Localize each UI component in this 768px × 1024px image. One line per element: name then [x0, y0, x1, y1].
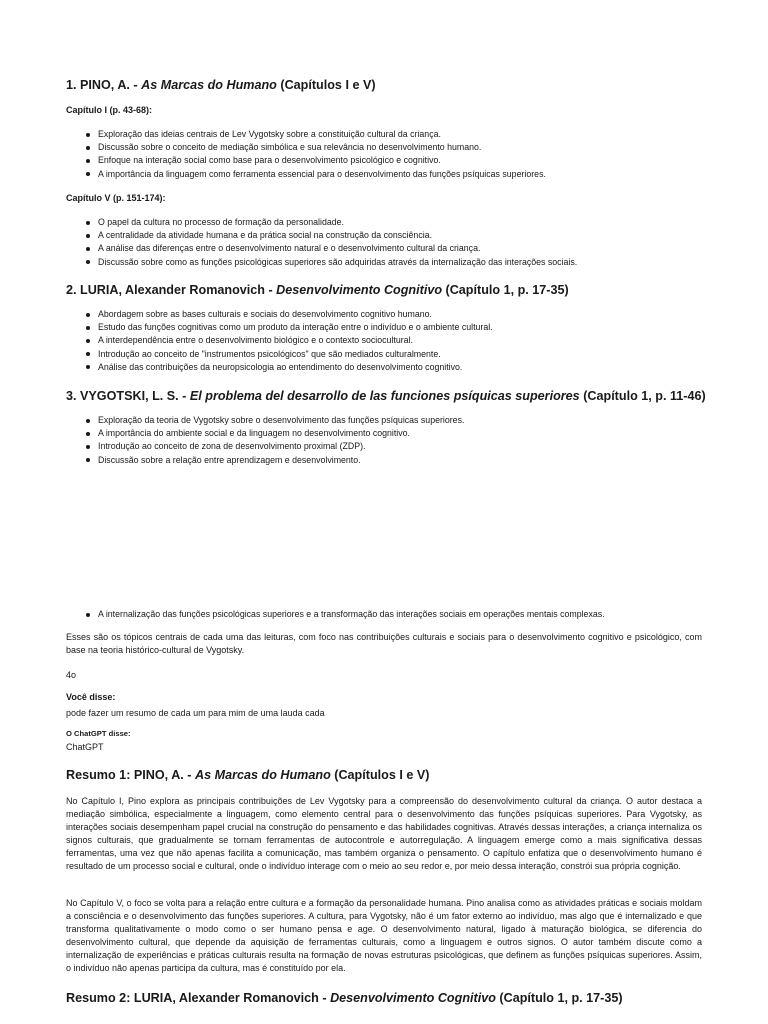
list-item: A importância do ambiente social e da linguagem no desenvolvimento cognitivo.: [86, 427, 464, 440]
section-3-continued-list: [86, 608, 605, 621]
resumo-1-paragraph-1: No Capítulo I, Pino explora as principais contribuições de Lev Vygotsky para a compreensão do desenvolvimento cultural da criança. O autor destaca a mediação simbólica, especialmente a linguagem, como elemento central para o desenvolvimento das funções psíquicas superiores. Para Vygotsky, as interações sociais desempenham papel crucial na construção do pensamento e das habilidades cognitivas. Através dessas interações, a criança internaliza os signos culturais, que gradualmente se tornam ferramentas de autocontrole e autorregulação. A linguagem emerge como a mais significativa dessas ferramentas, uma vez que não apenas facilita a comunicação, mas também organiza o pensamento. O capítulo enfatiza que o desenvolvimento humano é resultado de um processo social e cultural, onde o indivíduo interage com o meio ao seu redor e, por meio dessa interação, constrói sua própria cognição.: [66, 796, 702, 871]
heading-book-title: Desenvolvimento Cognitivo: [330, 991, 496, 1005]
list-item: Enfoque na interação social como base para o desenvolvimento psicológico e cognitivo.: [86, 154, 546, 167]
resumo-1-heading: [66, 768, 429, 782]
list-item: Introdução ao conceito de zona de desenvolvimento proximal (ZDP).: [86, 440, 464, 453]
heading-author: 1. PINO, A. -: [66, 78, 142, 92]
list-item: Discussão sobre o conceito de mediação simbólica e sua relevância no desenvolvimento humano.: [86, 141, 546, 154]
section-3-list: [86, 414, 464, 467]
heading-chapters: (Capítulo 1, p. 11-46): [579, 389, 706, 403]
closing-paragraph: Esses são os tópicos centrais de cada uma das leituras, com foco nas contribuições culturais e sociais para o desenvolvimento cognitivo e psicológico, com base na teoria histórico-cultural de Vygotsky.: [66, 632, 702, 655]
heading-author: 3. VYGOTSKI, L. S. -: [66, 389, 190, 403]
list-item: O papel da cultura no processo de formação da personalidade.: [86, 216, 577, 229]
section-1-heading: [66, 78, 376, 92]
heading-book-title: El problema del desarrollo de las funciones psíquicas superiores: [189, 389, 580, 403]
list-item: Análise das contribuições da neuropsicologia ao entendimento do desenvolvimento cognitivo.: [86, 361, 493, 374]
chapter-5-title: Capítulo V (p. 151-174):: [66, 193, 166, 203]
heading-chapters: (Capítulos I e V): [330, 768, 430, 782]
list-item: Exploração das ideias centrais de Lev Vygotsky sobre a constituição cultural da criança.: [86, 128, 546, 141]
heading-chapters: (Capítulo 1, p. 17-35): [442, 283, 569, 297]
list-item: A interdependência entre o desenvolvimento biológico e o contexto sociocultural.: [86, 334, 493, 347]
list-item: Abordagem sobre as bases culturais e sociais do desenvolvimento cognitivo humano.: [86, 308, 493, 321]
heading-book-title: Desenvolvimento Cognitivo: [276, 283, 443, 297]
heading-chapters: (Capítulo 1, p. 17-35): [495, 991, 623, 1005]
resumo-1-paragraph-2: No Capítulo V, o foco se volta para a relação entre cultura e a formação da personalidade humana. Pino analisa como as atividades práticas e sociais moldam a consciência e o desenvolvimento das funções superiores. A cultura, para Vygotsky, não é um fator externo ao indivíduo, mas algo que é internalizado e que transforma qualitativamente o modo como o ser humano pensa e age. O desenvolvimento natural, ligado à maturação biológica, se diferencia do desenvolvimento cultural, que depende da aquisição de ferramentas culturais, como a linguagem e outros signos. O autor também discute como a internalização de experiências e práticas culturais resulta na formação de novas estruturas psicológicas, que definem as funções psíquicas superiores. Assim, o indivíduo não apenas participa da cultura, mas é constituído por ela.: [66, 898, 702, 973]
heading-author: Resumo 2: LURIA, Alexander Romanovich -: [66, 991, 331, 1005]
list-item: A centralidade da atividade humana e da prática social na construção da consciência.: [86, 229, 577, 242]
list-item: Estudo das funções cognitivas como um produto da interação entre o indivíduo e o ambiente cultural.: [86, 321, 493, 334]
list-item: Discussão sobre como as funções psicológicas superiores são adquiridas através da internalização das interações sociais.: [86, 256, 577, 269]
heading-author: 2. LURIA, Alexander Romanovich -: [66, 283, 277, 297]
heading-chapters: (Capítulos I e V): [276, 78, 376, 92]
list-item: A internalização das funções psicológicas superiores e a transformação das interações sociais em operações mentais complexas.: [86, 608, 605, 621]
resumo-2-heading: [66, 991, 623, 1005]
heading-book-title: As Marcas do Humano: [141, 78, 277, 92]
heading-author: Resumo 1: PINO, A. -: [66, 768, 195, 782]
chapter-1-list: [86, 128, 546, 181]
heading-book-title: As Marcas do Humano: [195, 768, 331, 782]
list-item: Exploração da teoria de Vygotsky sobre o desenvolvimento das funções psíquicas superiores.: [86, 414, 464, 427]
assistant-name: ChatGPT: [66, 742, 104, 752]
chapter-5-list: [86, 216, 577, 269]
list-item: Introdução ao conceito de "instrumentos psicológicos" que são mediados culturalmente.: [86, 348, 493, 361]
section-2-list: [86, 308, 493, 374]
list-item: A análise das diferenças entre o desenvolvimento natural e o desenvolvimento cultural da criança.: [86, 242, 577, 255]
list-item: Discussão sobre a relação entre aprendizagem e desenvolvimento.: [86, 454, 464, 467]
list-item: A importância da linguagem como ferramenta essencial para o desenvolvimento das funções psíquicas superiores.: [86, 168, 546, 181]
user-label: Você disse:: [66, 692, 116, 702]
model-tag: 4o: [66, 670, 77, 680]
assistant-label: O ChatGPT disse:: [66, 729, 131, 738]
user-message: pode fazer um resumo de cada um para mim de uma lauda cada: [66, 708, 325, 718]
section-2-heading: [66, 283, 569, 297]
section-3-heading: [66, 389, 706, 403]
chapter-1-title: Capítulo I (p. 43-68):: [66, 105, 153, 115]
